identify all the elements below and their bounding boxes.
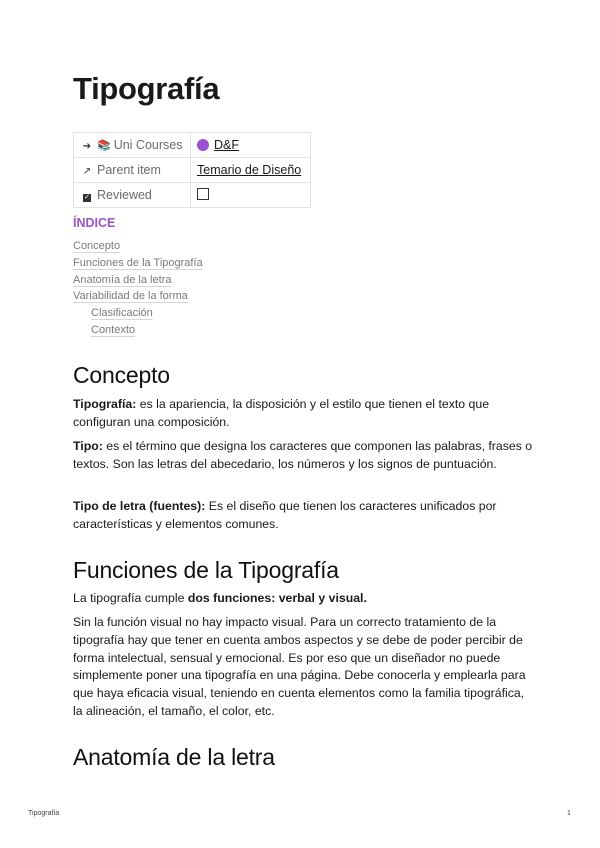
toc-link-anatomia[interactable]: Anatomía de la letra <box>73 273 172 286</box>
property-row-reviewed <box>74 183 311 208</box>
checkbox-icon: ✓ <box>84 194 90 201</box>
purple-circle-icon <box>197 139 209 151</box>
heading-anatomia: Anatomía de la letra <box>73 744 275 770</box>
heading-funciones: Funciones de la Tipografía <box>73 557 339 583</box>
property-key-label: Reviewed <box>97 188 152 202</box>
paragraph-funciones-intro <box>73 590 535 608</box>
funciones-bold: dos funciones: verbal y visual. <box>187 591 367 605</box>
toc-title: ÍNDICE <box>73 216 116 230</box>
uni-courses-link[interactable]: D&F <box>214 138 239 152</box>
toc-link-clasificacion[interactable]: Clasificación <box>91 307 153 320</box>
toc-link-funciones[interactable]: Funciones de la Tipografía <box>73 256 203 269</box>
arrow-right-icon: ➔ <box>82 141 92 152</box>
term-tipo-de-letra: Tipo de letra (fuentes): <box>73 499 206 513</box>
paragraph-funcion-visual: Sin la función visual no hay impacto visual. Para un correcto tratamiento de la tipografía hay que tener en cuenta ambos aspectos y se debe de poder percibir de forma intelectual, sensual y emocional. Es por eso que un diseñador no puede simplemente poner una tipografía en una página. Debe conocerla y emplearla para que haya eficacia visual, teniendo en cuenta elementos como la familia tipográfica, la alineación, el tamaño, el color, etc. <box>73 615 526 718</box>
property-key <box>74 158 191 183</box>
property-key-label: Parent item <box>97 163 161 177</box>
parent-item-link[interactable]: Temario de Diseño <box>197 163 302 177</box>
term-tipografia: Tipografía: <box>73 397 137 411</box>
heading-concepto: Concepto <box>73 362 170 388</box>
reviewed-checkbox[interactable] <box>197 188 209 200</box>
properties-table <box>73 132 311 208</box>
definition-tipo-de-letra: Es el diseño que tienen los caracteres unificados por características y elementos comunes. <box>73 499 497 531</box>
footer-title: Tipografía <box>28 810 60 817</box>
property-value <box>191 158 311 183</box>
property-value <box>191 183 311 208</box>
property-row-parent-item <box>74 158 311 183</box>
property-key <box>74 133 191 158</box>
funciones-intro-text: La tipografía cumple <box>73 591 188 605</box>
definition-tipo: es el término que designa los caracteres que componen las palabras, frases o textos. Son las letras del abecedario, los números y los signos de puntuación. <box>73 439 533 471</box>
paragraph-tipografia <box>73 396 535 432</box>
property-row-uni-courses <box>74 133 311 158</box>
table-of-contents <box>73 239 203 340</box>
term-tipo: Tipo: <box>73 439 103 453</box>
paragraph-tipo <box>73 438 535 474</box>
toc-link-concepto[interactable]: Concepto <box>73 240 121 252</box>
page-number: 1 <box>567 810 571 817</box>
property-key-label: Uni Courses <box>113 138 183 152</box>
toc-link-contexto[interactable]: Contexto <box>91 323 136 336</box>
definition-tipografia: es la apariencia, la disposición y el estilo que tienen el texto que configuran una composición. <box>73 397 490 429</box>
books-icon: 📚 <box>97 140 111 152</box>
paragraph-tipo-de-letra <box>73 498 535 534</box>
toc-link-variabilidad[interactable]: Variabilidad de la forma <box>73 290 188 303</box>
page-title: Tipografía <box>73 71 220 106</box>
property-key <box>74 183 191 208</box>
arrow-up-right-icon: ↗ <box>82 166 92 177</box>
property-value <box>191 133 311 158</box>
